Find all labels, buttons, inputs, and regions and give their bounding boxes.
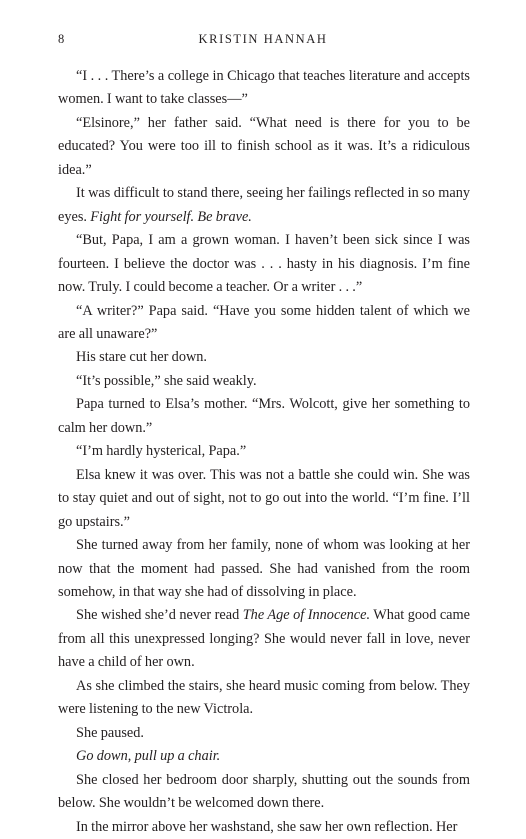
paragraph: Elsa knew it was over. This was not a battle she could win. She was to stay quiet and out of sight, not to go out into the world. “I’m fine. I’ll go upstairs.” [58,466,470,530]
running-head: KRISTIN HANNAH [198,32,328,46]
paragraph: “But, Papa, I am a grown woman. I haven’t been sick since I was fourteen. I believe the doctor was . . . hasty in his diagnosis. I’m fine now. Truly. I could become a teacher. Or a writer . . .” [58,232,470,296]
paragraph: His stare cut her down. [76,349,208,366]
page-number: 8 [58,32,65,46]
paragraph-text: It was difficult to stand there, seeing her failings reflected in so many eyes. [58,185,470,225]
body-text [58,65,470,839]
paragraph: As she climbed the stairs, she heard music coming from below. They were listening to the new Victrola. [58,677,470,718]
paragraph [58,604,470,674]
paragraph: Papa turned to Elsa’s mother. “Mrs. Wolcott, give her something to calm her down.” [58,396,470,436]
paragraph: “Elsinore,” her father said. “What need is there for you to be educated? You were too ill to finish school as it was. It’s a ridiculous idea.” [58,114,470,178]
paragraph-italic-text: The Age of Innocence. [242,607,371,624]
paragraph-italic-text: Go down, pull up a chair. [76,748,221,765]
paragraph: “I . . . There’s a college in Chicago that teaches literature and accepts women. I want to take classes—” [58,68,470,108]
paragraph [58,745,470,768]
page-header [58,31,468,47]
paragraph: “It’s possible,” she said weakly. [76,372,257,389]
paragraph: “I’m hardly hysterical, Papa.” [76,443,247,460]
paragraph: She turned away from her family, none of whom was looking at her now that the moment had passed. She had vanished from the room somehow, in that way she had of dissolving in place. [58,537,470,600]
paragraph-text: What good came from all this unexpressed longing? She would never fall in love, never have a child of her own. [58,607,470,671]
paragraph: “A writer?” Papa said. “Have you some hidden talent of which we are all unaware?” [58,302,470,342]
paragraph: In the mirror above her washstand, she saw her own reflection. Her [76,818,458,835]
paragraph [58,182,470,229]
paragraph-italic-text: Fight for yourself. Be brave. [90,208,252,225]
paragraph-text: She wished she’d never read [76,607,243,624]
paragraph: She closed her bedroom door sharply, shutting out the sounds from below. She wouldn’t be welcomed down there. [58,771,470,812]
paragraph: She paused. [76,724,144,741]
